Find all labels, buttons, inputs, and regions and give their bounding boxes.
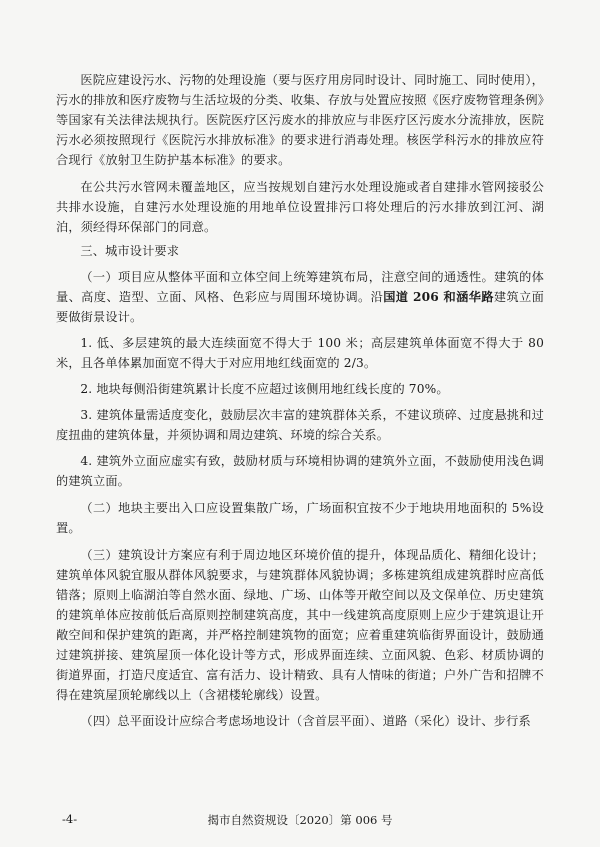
- paragraph-item-4: （四）总平面设计应综合考虑场地设计（含首层平面）、道路（采化）设计、步行系: [80, 714, 531, 728]
- paragraph-rule-3: 3. 建筑体量需适度变化，鼓励层次丰富的建筑群体关系，不建议琐碎、过度悬挑和过度扭曲的建筑体量，并须协调和周边建筑、环境的综合关系。: [56, 408, 544, 442]
- paragraph-item-1-text-c: 建筑立面要做街景设计。: [56, 290, 544, 324]
- paragraph-rule-1: 1. 低、多层建筑的最大连续面宽不得大于 100 米；高层建筑单体面宽不得大于 80 米，且各单体累加面宽不得大于对应用地红线面宽的 2/3。: [56, 336, 544, 370]
- paragraph-item-3: （三）建筑设计方案应有利于周边地区环境价值的提升，体现品质化、精细化设计；建筑单体风貌宜服从群体风貌要求，与建筑群体风貌协调；多栋建筑组成建筑群时应高低错落；原则上临湖泊等自然水面、绿地、广场、山体等开敞空间以及文保单位、历史建筑的建筑单体应按前低后高原则控制建筑高度，其中一线建筑高度原则上应少于建筑退让开敞空间和保护建筑的距离，并严格控制建筑物的面宽；应着重建筑临街界面设计，鼓励通过建筑拼接、建筑屋顶一体化设计等方式，形成界面连续、立面风貌、色彩、材质协调的街道界面，打造尺度适宜、富有活力、设计精致、具有人情味的街道；户外广告和招牌不得在建筑屋顶轮廓线以上（含裙楼轮廓线）设置。: [56, 548, 544, 702]
- paragraph-sewage-network: 在公共污水管网未覆盖地区，应当按规划自建污水处理设施或者自建排水管网接驳公共排水设施，自建污水处理设施的用地单位设置排污口将处理后的污水排放到江河、湖泊，须经得环保部门的同意。: [56, 180, 544, 234]
- section-heading-urban-design: 三、城市设计要求: [80, 244, 180, 258]
- page-number: -4-: [62, 812, 78, 826]
- paragraph-item-1-road-names: 国道 206 和涵华路: [383, 290, 494, 304]
- paragraph-rule-2: 2. 地块每侧沿街建筑累计长度不应超过该侧用地红线长度的 70%。: [80, 382, 449, 396]
- paragraph-item-1: [56, 267, 544, 327]
- document-body: [56, 70, 544, 731]
- paragraph-item-2: （二）地块主要出入口应设置集散广场，广场面积宜按不少于地块用地面积的 5%设置。: [56, 501, 544, 535]
- page-footer: [0, 812, 600, 832]
- paragraph-sewage-treatment: 医院应建设污水、污物的处理设施（要与医疗用房同时设计、同时施工、同时使用），污水的排放和医疗废物与生活垃圾的分类、收集、存放与处置应按照《医疗废物管理条例》等国家有关法律法规执行。医院医疗区污废水的排放应与非医疗区污废水分流排放，医院污水必须按照现行《医院污水排放标准》的要求进行消毒处理。核医学科污水的排放应符合现行《放射卫生防护基本标准》的要求。: [56, 73, 544, 167]
- paragraph-item-1-text-a: （一）项目应从整体平面和立体空间上统筹建筑布局，注意空间的通透性。建筑的体量、高度、造型、立面、风格、色彩应与周围环境协调。沿: [56, 270, 544, 304]
- paragraph-rule-4: 4. 建筑外立面应虚实有致，鼓励材质与环境相协调的建筑外立面，不鼓励使用浅色调的建筑立面。: [56, 454, 544, 488]
- document-number: 揭市自然资规设〔2020〕第 006 号: [207, 813, 393, 827]
